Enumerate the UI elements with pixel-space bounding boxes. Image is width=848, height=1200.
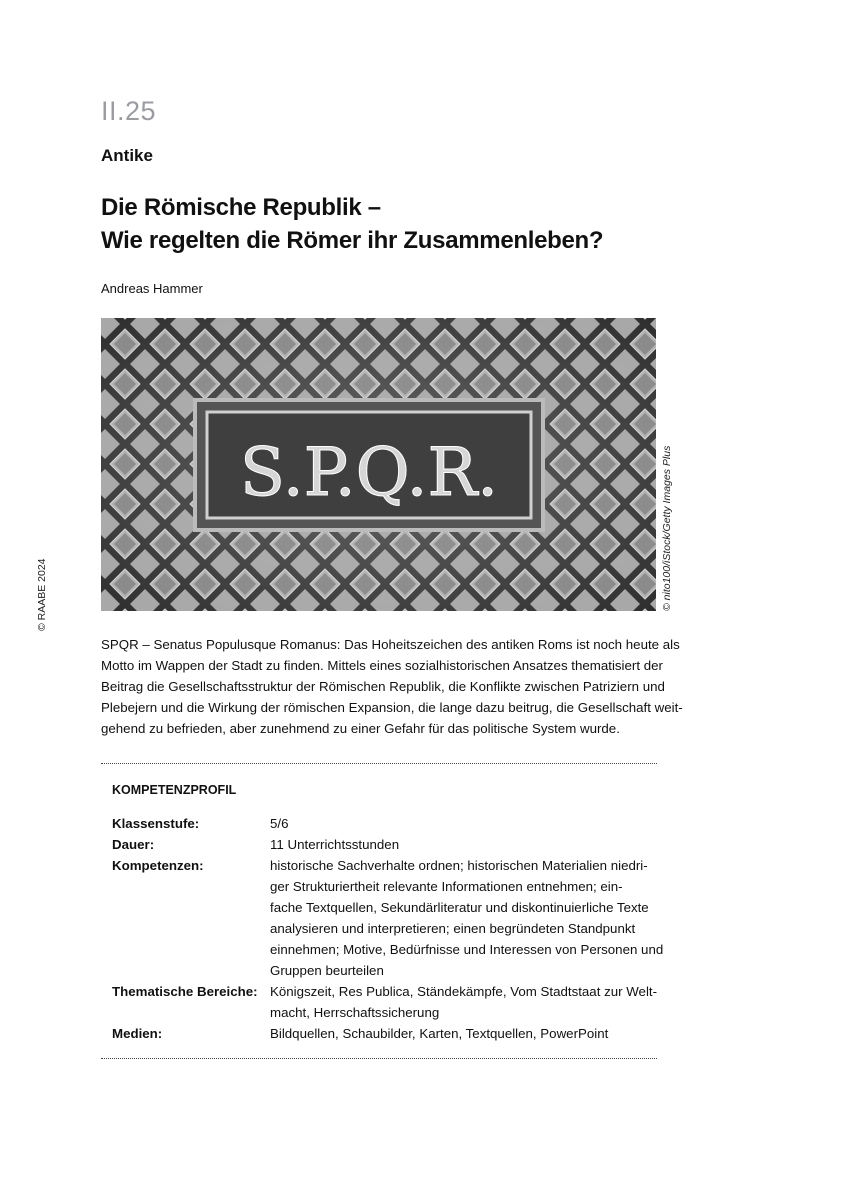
page-title	[101, 191, 603, 257]
row-value: macht, Herrschaftssicherung	[270, 1005, 440, 1020]
intro-paragraph	[101, 634, 683, 739]
intro-line: Plebejern und die Wirkung der römischen Expansion, die lange dazu beitrug, die Gesellschaft weit-	[101, 700, 683, 715]
row-value: Königszeit, Res Publica, Ständekämpfe, Vom Stadtstaat zur Welt-	[270, 984, 658, 999]
profile-row	[112, 981, 658, 1023]
row-value: 5/6	[270, 816, 289, 831]
row-value: einnehmen; Motive, Bedürfnisse und Interessen von Personen und	[270, 942, 664, 957]
row-label: Kompetenzen:	[112, 858, 204, 873]
intro-line: gehend zu befrieden, aber zunehmend zu einer Gefahr für das politische System wurde.	[101, 721, 620, 736]
title-line: Die Römische Republik –	[101, 194, 381, 221]
row-value: analysieren und interpretieren; einen begründeten Standpunkt	[270, 921, 636, 936]
kompetenzprofil-table	[112, 813, 664, 1044]
plaque-text: S.P.Q.R.	[239, 434, 499, 511]
intro-line: Motto im Wappen der Stadt zu finden. Mittels eines sozialhistorischen Ansatzes thematisiert der	[101, 658, 663, 673]
divider-bottom	[101, 1058, 657, 1059]
row-label: Dauer:	[112, 837, 155, 852]
row-value: fache Textquellen, Sekundärliteratur und diskontinuierliche Texte	[270, 900, 649, 915]
profile-row	[112, 1023, 652, 1044]
profile-row	[112, 855, 664, 981]
author: Andreas Hammer	[101, 281, 203, 296]
profile-row	[112, 834, 652, 855]
row-value: Gruppen beurteilen	[270, 963, 384, 978]
copyright-notice: © RAABE 2024	[36, 558, 48, 631]
row-value: Bildquellen, Schaubilder, Karten, Textquellen, PowerPoint	[270, 1026, 609, 1041]
divider-top	[101, 763, 657, 764]
unit-number: II.25	[101, 96, 157, 126]
row-value: 11 Unterrichtsstunden	[270, 837, 400, 852]
row-label: Thematische Bereiche:	[112, 984, 258, 999]
row-label: Medien:	[112, 1026, 163, 1041]
kompetenzprofil-heading: KOMPETENZPROFIL	[112, 783, 237, 797]
section-label: Antike	[101, 146, 153, 165]
profile-row	[112, 813, 652, 834]
title-line: Wie regelten die Römer ihr Zusammenleben?	[101, 227, 604, 254]
row-value: ger Strukturiertheit relevante Informationen entnehmen; ein-	[270, 879, 623, 894]
intro-line: Beitrag die Gesellschaftsstruktur der Römischen Republik, die Konflikte zwischen Patriziern und	[101, 679, 665, 694]
spqr-photo	[101, 318, 656, 611]
intro-line: SPQR – Senatus Populusque Romanus: Das Hoheitszeichen des antiken Roms ist noch heute als	[101, 637, 680, 652]
image-credit: © nito100/iStock/Getty Images Plus	[661, 445, 673, 611]
row-value: historische Sachverhalte ordnen; historischen Materialien niedri-	[270, 858, 648, 873]
row-label: Klassenstufe:	[112, 816, 200, 831]
